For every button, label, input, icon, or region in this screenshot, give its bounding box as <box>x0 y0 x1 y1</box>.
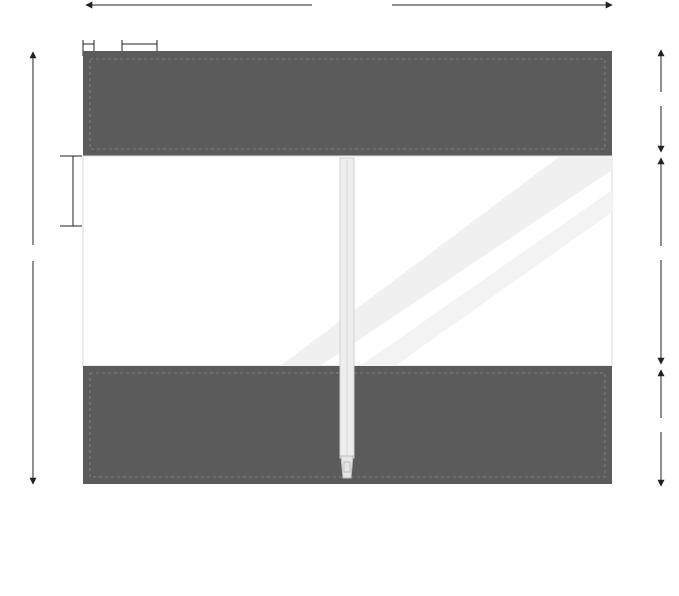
zipper-pull <box>341 456 353 478</box>
top-tarp-band <box>83 51 612 156</box>
